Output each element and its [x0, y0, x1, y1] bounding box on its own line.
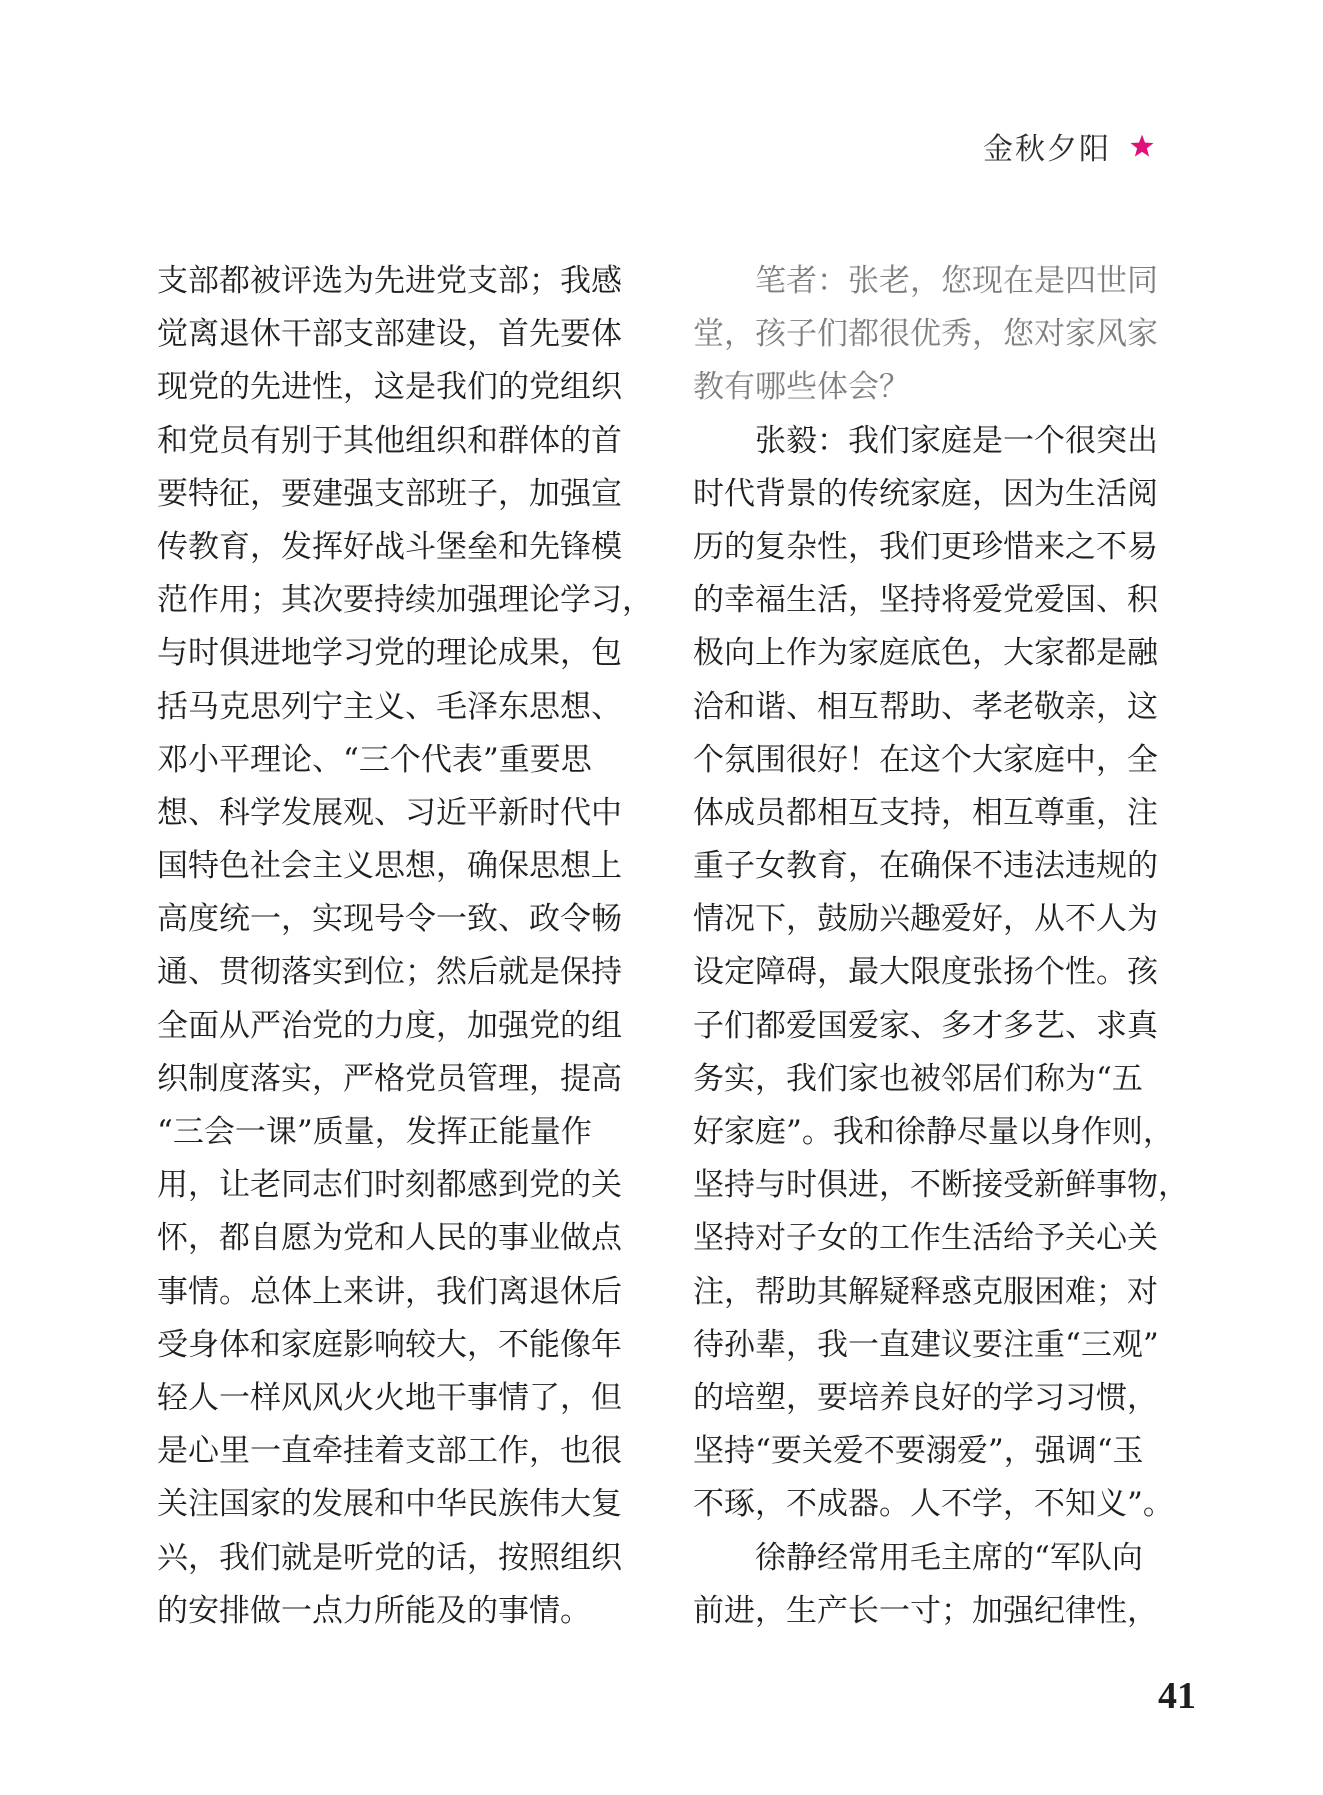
- text-line: 兴，我们就是听党的话，按照组织: [157, 1539, 622, 1576]
- text-line: 用，让老同志们时刻都感到党的关: [157, 1167, 622, 1204]
- text-line: 高度统一，实现号令一致、政令畅: [157, 901, 622, 938]
- text-line: 历的复杂性，我们更珍惜来之不易: [693, 528, 1158, 565]
- text-line: 教有哪些体会？: [693, 369, 910, 406]
- text-line: 与时俱进地学习党的理论成果，包: [157, 635, 622, 672]
- text-line: 觉离退休干部支部建设，首先要体: [157, 316, 622, 353]
- text-line: 的幸福生活，坚持将爱党爱国、积: [693, 582, 1158, 619]
- text-line: “三会一课”质量，发挥正能量作: [157, 1114, 592, 1150]
- text-line: 括马克思列宁主义、毛泽东思想、: [157, 688, 622, 725]
- running-header: [983, 124, 1155, 168]
- text-line: 坚持“要关爱不要溺爱”，强调“玉: [693, 1433, 1144, 1470]
- text-line: 和党员有别于其他组织和群体的首: [157, 422, 622, 459]
- text-line: 关注国家的发展和中华民族伟大复: [157, 1486, 622, 1523]
- text-line: 坚持与时俱进，不断接受新鲜事物，: [693, 1167, 1189, 1204]
- text-line: 体成员都相互支持，相互尊重，注: [693, 794, 1158, 831]
- text-line: 注，帮助其解疑释惑克服困难；对: [693, 1273, 1158, 1310]
- text-line: 怀，都自愿为党和人民的事业做点: [157, 1220, 622, 1257]
- text-line: 待孙辈，我一直建议要注重“三观”: [693, 1326, 1159, 1363]
- text-line: 通、贯彻落实到位；然后就是保持: [157, 954, 622, 991]
- text-line: 好家庭”。我和徐静尽量以身作则，: [693, 1114, 1174, 1150]
- text-line: 重子女教育，在确保不违法违规的: [693, 848, 1158, 885]
- text-line: 是心里一直牵挂着支部工作，也很: [157, 1433, 622, 1470]
- text-line: 张毅：我们家庭是一个很突出: [693, 422, 1158, 459]
- text-line: 全面从严治党的力度，加强党的组: [157, 1007, 622, 1044]
- text-line: 传教育，发挥好战斗堡垒和先锋模: [157, 528, 622, 565]
- star-icon: [1129, 133, 1155, 159]
- text-line: 坚持对子女的工作生活给予关心关: [693, 1220, 1158, 1257]
- text-line: 支部都被评选为先进党支部；我感: [157, 263, 622, 299]
- text-line: 洽和谐、相互帮助、孝老敬亲，这: [693, 688, 1158, 725]
- text-line: 轻人一样风风火火地干事情了，但: [157, 1379, 622, 1416]
- text-line: 国特色社会主义思想，确保思想上: [157, 848, 622, 885]
- text-line: 徐静经常用毛主席的“军队向: [693, 1539, 1143, 1576]
- text-line: 要特征，要建强支部班子，加强宣: [157, 475, 622, 512]
- text-line: 想、科学发展观、习近平新时代中: [157, 794, 622, 831]
- text-line: 设定障碍，最大限度张扬个性。孩: [693, 954, 1158, 991]
- text-line: 织制度落实，严格党员管理，提高: [157, 1060, 622, 1097]
- text-line: 的安排做一点力所能及的事情。: [157, 1592, 591, 1629]
- text-line: 前进，生产长一寸；加强纪律性，: [693, 1592, 1158, 1629]
- page-number: 41: [1158, 1675, 1196, 1717]
- text-line: 不琢，不成器。人不学，不知义”。: [693, 1486, 1174, 1523]
- text-line: 事情。总体上来讲，我们离退休后: [157, 1273, 622, 1310]
- text-line: 务实，我们家也被邻居们称为“五: [693, 1060, 1143, 1097]
- section-title: 金秋夕阳: [983, 132, 1111, 167]
- right-column: [693, 255, 1189, 1638]
- text-line: 子们都爱国爱家、多才多艺、求真: [693, 1007, 1158, 1044]
- text-line: 受身体和家庭影响较大，不能像年: [157, 1326, 622, 1363]
- text-line: 的培塑，要培养良好的学习习惯，: [693, 1379, 1158, 1416]
- text-line: 个氛围很好！在这个大家庭中，全: [693, 741, 1158, 778]
- text-line: 现党的先进性，这是我们的党组织: [157, 369, 622, 406]
- text-line: 极向上作为家庭底色，大家都是融: [693, 635, 1158, 672]
- text-line: 笔者：张老，您现在是四世同: [693, 263, 1158, 299]
- text-line: 情况下，鼓励兴趣爱好，从不人为: [693, 901, 1158, 938]
- text-line: 范作用；其次要持续加强理论学习，: [157, 582, 653, 619]
- text-line: 邓小平理论、“三个代表”重要思: [157, 741, 592, 778]
- text-line: 堂，孩子们都很优秀，您对家风家: [693, 316, 1158, 353]
- left-column: [157, 255, 653, 1638]
- text-line: 时代背景的传统家庭，因为生活阅: [693, 475, 1158, 512]
